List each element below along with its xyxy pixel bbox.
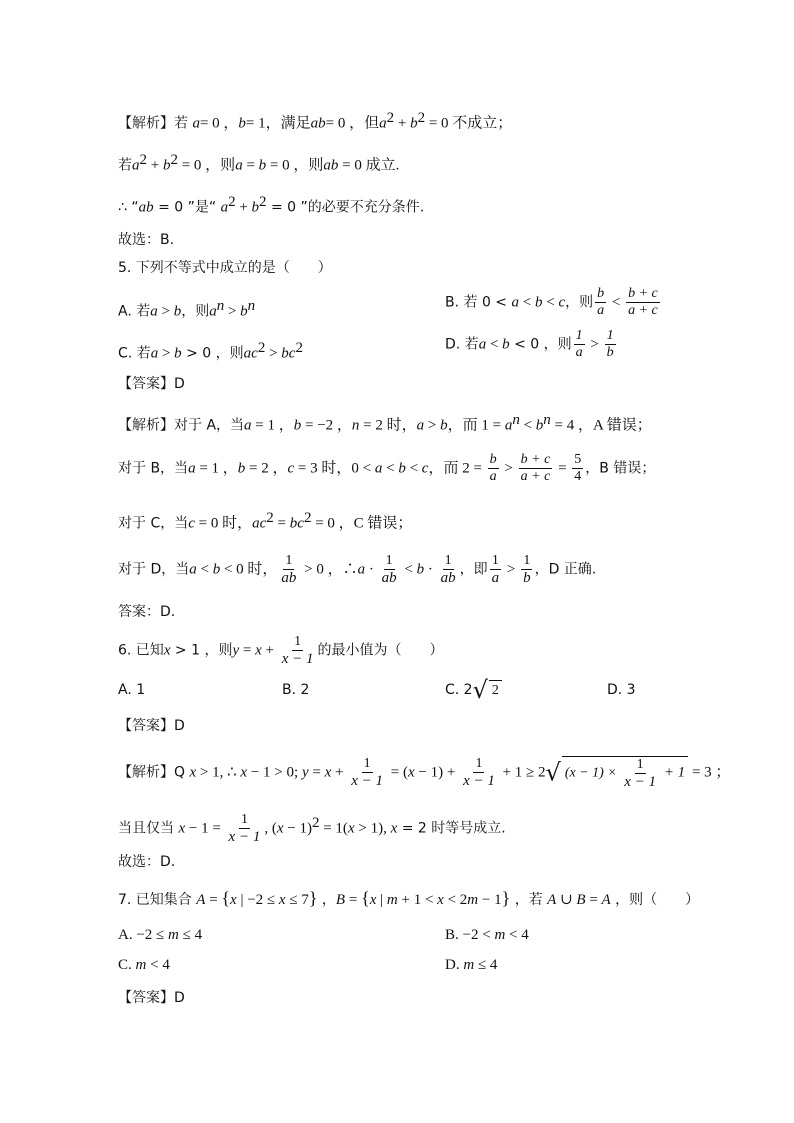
- q5-result: 答案：D.: [118, 604, 176, 620]
- q4-explanation-line-2: 若$a^2 + b^2 = 0$ ，则a = b = 0 ，则ab = 0 成立.: [118, 152, 400, 174]
- fraction: $\frac{b + c}{a + c}$: [520, 452, 551, 484]
- fraction: $\frac{5}{4}$: [574, 452, 582, 484]
- q5-answer: 【答案】D: [118, 376, 185, 392]
- fraction: $\frac{1}{a}$: [491, 553, 500, 586]
- fraction: $\frac{1}{b}$: [606, 328, 614, 360]
- fraction: $\frac{b + c}{a + c}$: [628, 286, 658, 318]
- q7-answer: 【答案】D: [118, 990, 185, 1006]
- q7-stem: 7. 已知集合 A = {x | −2 ≤ x ≤ 7} ，B = {x | m + 1 < x < 2m − 1} ，若 A ∪ B = A ，则（ ）: [118, 888, 700, 908]
- q7-option-d: D. m ≤ 4: [445, 957, 498, 973]
- q5-explanation-b: 对于 B，当a = 1 ，b = 2 ，c = 3 时，0 < a < b < c，而 2 = $\frac{b}{a}$ > $\frac{b + c}{a + c}$ = $\frac{5}{4}$ ，B 错误；: [118, 452, 656, 484]
- q5-stem: 5. 下列不等式中成立的是（ ）: [118, 260, 332, 276]
- q7-option-a: A. −2 ≤ m ≤ 4: [118, 927, 203, 943]
- q7-option-c: C. m < 4: [118, 957, 170, 973]
- fraction: $\frac{1}{x - 1}$: [351, 756, 383, 790]
- q5-explanation-a: 【解析】对于 A，当a = 1 ，b = −2 ，n = 2 时，a > b，而 $1 = a^n < b^n = 4$ ，A 错误；: [118, 412, 652, 434]
- q6-explanation-1: 【解析】Q x > 1, ∴ x − 1 > 0; y = x + $\frac{1}{x - 1}$ = (x − 1) + $\frac{1}{x - 1}$ + 1 ≥ 2√ (x − 1) × $\frac{1}{x - 1}$ + 1 = 3 ；: [118, 756, 731, 790]
- q6-option-d: D. 3: [607, 682, 636, 698]
- q5-option-b: B. 若 0 < a < b < c，则 $\frac{b}{a}$ < $\frac{b + c}{a + c}$: [445, 286, 658, 318]
- q6-option-a: A. 1: [118, 682, 146, 698]
- square-root: (x − 1) × $\frac{1}{x - 1}$ + 1: [562, 756, 688, 790]
- fraction: $\frac{b}{a}$: [489, 452, 497, 484]
- q6-choice: 故选：D.: [118, 854, 176, 870]
- q6-option-b: B. 2: [282, 682, 310, 698]
- fraction: $\frac{1}{x - 1}$: [624, 757, 657, 790]
- fraction: $\frac{b}{a}$: [597, 286, 605, 318]
- q6-option-c: C. 2√ 2: [445, 680, 502, 701]
- fraction: $\frac{1}{b}$: [523, 553, 531, 586]
- q7-option-b: B. −2 < m < 4: [445, 927, 529, 943]
- fraction: $\frac{1}{x - 1}$: [228, 812, 261, 845]
- fraction: $\frac{1}{x - 1}$: [281, 634, 314, 667]
- fraction: $\frac{1}{x - 1}$: [463, 756, 495, 790]
- fraction: $\frac{1}{ab}$: [440, 553, 456, 586]
- q4-explanation-line-3: ∴ “ab = 0 ”是“ $a^2 + b^2 = 0$ ”的必要不充分条件.: [118, 194, 425, 216]
- fraction: $\frac{1}{ab}$: [381, 553, 397, 586]
- q4-explanation-line-1: 【解析】若 a= 0 ，b= 1，满足ab= 0 ，但$a^2 + b^2 = 0$ 不成立；: [118, 110, 513, 132]
- fraction: $\frac{1}{a}$: [575, 328, 583, 360]
- q4-choice: 故选：B.: [118, 232, 175, 248]
- q5-option-d: D. 若a < b < 0 ，则 $\frac{1}{a}$ > $\frac{1}{b}$: [445, 328, 614, 360]
- q5-explanation-c: 对于 C，当c = 0 时，$ac^2 = bc^2 = 0$ ，C 错误；: [118, 510, 413, 532]
- q5-explanation-d: 对于 D，当a < b < 0 时， $\frac{1}{ab}$ > 0 ，∴a · $\frac{1}{ab}$ < b · $\frac{1}{ab}$ ，即 $\frac{1}{a}$ > $\frac{1}{b}$ ，D 正确.: [118, 553, 597, 586]
- q5-option-a: A. 若a > b，则$a^n > b^n$: [118, 298, 256, 320]
- q5-option-c: C. 若a > b > 0 ，则$ac^2 > bc^2$: [118, 340, 303, 362]
- q6-stem: 6. 已知x > 1 ，则y = x + $\frac{1}{x - 1}$ 的最小值为（ ）: [118, 634, 444, 667]
- fraction: $\frac{1}{ab}$: [281, 553, 297, 586]
- q6-explanation-2: 当且仅当 x − 1 = $\frac{1}{x - 1}$ , $(x - 1)^2 = 1(x > 1)$, x = 2 时等号成立.: [118, 812, 506, 845]
- q6-answer: 【答案】D: [118, 718, 185, 734]
